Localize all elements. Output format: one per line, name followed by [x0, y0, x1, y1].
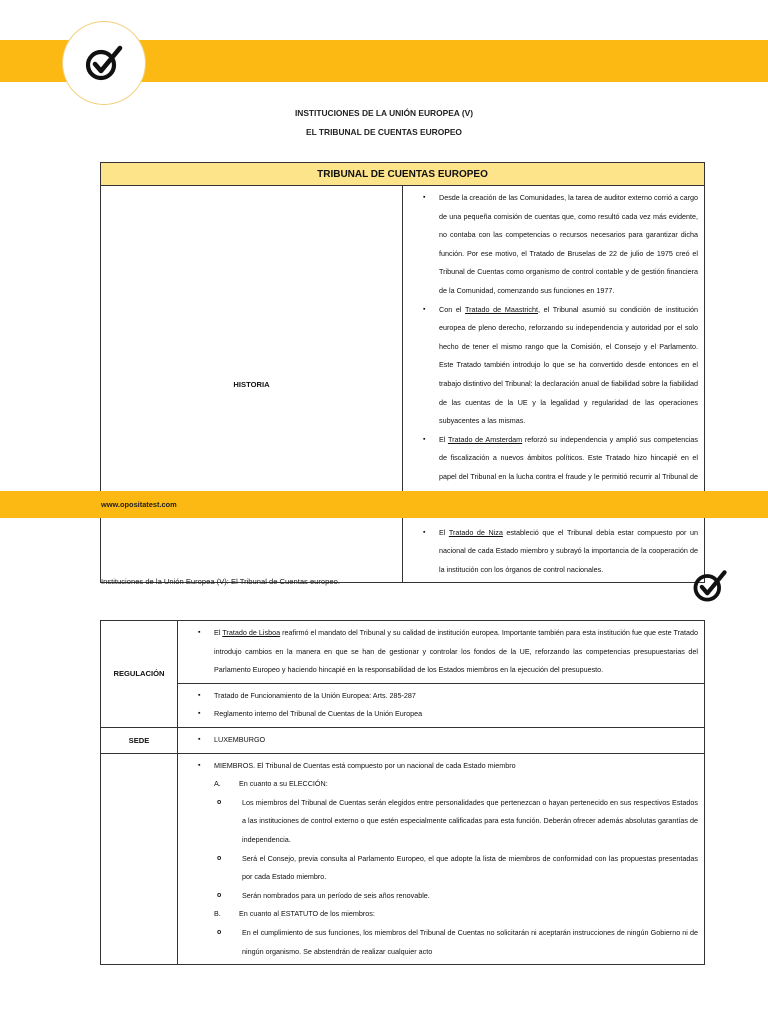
list-item: ▪ El Tratado de Niza estableció que el Tribunal debía estar compuesto por un nacional de cada Estado miembro y subrayó la importancia de la cooperación de la institución con los órganos de control nacionales. [411, 524, 698, 580]
historia-table [100, 162, 705, 583]
treaty-link[interactable]: Tratado de Maastricht [465, 304, 538, 314]
historia-label: HISTORIA [101, 186, 403, 583]
historia-content [403, 186, 705, 583]
running-head: Instituciones de la Unión Europea (V): El Tribunal de Cuentas europeo. [101, 577, 340, 586]
logo-small [690, 566, 730, 606]
treaty-link[interactable]: Tratado de Niza [448, 527, 503, 537]
list-item: o Los miembros del Tribunal de Cuentas serán elegidos entre personalidades que pertenezcan o hayan pertenecido en sus respectivos Estados a las instituciones de control externo o que estén especialmente calificadas para esta función. Deberán ofrecer además absolutas garantías de independencia. [214, 794, 698, 850]
document-title: INSTITUCIONES DE LA UNIÓN EUROPEA (V) [294, 108, 474, 118]
list-item: o En el cumplimiento de sus funciones, los miembros del Tribunal de Cuentas no solicitarán ni aceptarán instrucciones de ningún Gobierno ni de ningún organismo. Se abstendrán de realizar cualquier acto [214, 924, 698, 961]
list-item: ▪ Tratado de Funcionamiento de la Unión Europea: Arts. 285-287 [186, 687, 698, 706]
site-url[interactable]: www.opositatest.com [101, 500, 177, 509]
list-item: ▪ Desde la creación de las Comunidades, la tarea de auditor externo corrió a cargo de una pequeña comisión de cuentas que, como resultó cada vez más evidente, no contaba con las competencias o recursos necesarios para garantizar dicha función. Por ese motivo, el Tratado de Bruselas de 22 de julio de 1975 creó el Tribunal de Cuentas como organismo de control contable y de gestión financiera de la Comunidad, comenzando sus funciones en 1977. [411, 189, 698, 301]
logo [62, 21, 146, 105]
regulacion-label: REGULACIÓN [101, 621, 178, 728]
treaty-link[interactable]: Tratado de Amsterdam [447, 434, 523, 444]
table-heading: TRIBUNAL DE CUENTAS EUROPEO [101, 163, 705, 186]
list-item: ▪ MIEMBROS. El Tribunal de Cuentas está compuesto por un nacional de cada Estado miembro [186, 757, 698, 776]
list-item: o Será el Consejo, previa consulta al Parlamento Europeo, el que adopte la lista de miembros de conformidad con las propuestas presentadas por cada Estado miembro. [214, 850, 698, 887]
list-item: o Serán nombrados para un período de seis años renovable. [214, 887, 698, 906]
subsection-b: B. En cuanto al ESTATUTO de los miembros: [214, 909, 375, 919]
check-circle-icon [690, 566, 730, 606]
miembros-content [178, 753, 705, 965]
regulacion-content [178, 683, 705, 727]
list-item: ▪ El Tratado de Amsterdam reforzó su independencia y amplió sus competencias de fiscalización a nuevos ámbitos políticos. Este Tratado hizo hincapié en el papel del Tribunal en la lucha contra el fraude y le permitió recurrir al Tribunal de [411, 431, 698, 524]
miembros-label-cell [101, 753, 178, 965]
lisboa-content [178, 621, 705, 684]
document-subtitle: EL TRIBUNAL DE CUENTAS EUROPEO [306, 127, 462, 137]
details-table [100, 620, 705, 965]
treaty-link[interactable]: Tratado de Lisboa [222, 628, 281, 637]
list-item: ▪ El Tratado de Lisboa reafirmó el mandato del Tribunal y su calidad de institución europea. Importante también para esta institución fue que este Tratado introdujo cambios en la manera en que se han de gestionar y controlar los fondos de la UE, reforzando las competencias presupuestarias del Parlamento Europeo y haciendo hincapié en la responsabilidad de los Estados miembros en la ejecución del presupuesto. [186, 624, 698, 680]
list-item: ▪ LUXEMBURGO [186, 731, 698, 750]
sede-content [178, 727, 705, 753]
list-item: ▪ Reglamento interno del Tribunal de Cuentas de la Unión Europea [186, 705, 698, 724]
subsection-a: A. En cuanto a su ELECCIÓN: [214, 779, 328, 789]
sede-label: SEDE [101, 727, 178, 753]
list-item: ▪ Con el Tratado de Maastricht, el Tribunal asumió su condición de institución europea de pleno derecho, reforzando su independencia y autoridad por el solo hecho de tener el mismo rango que la Comisión, el Consejo y el Parlamento. Este Tratado también introdujo lo que se ha convertido desde entonces en el trabajo distintivo del Tribunal: la declaración anual de fiabilidad sobre la fiabilidad de las cuentas de la UE y la legalidad y regularidad de las operaciones subyacentes a las mismas. [411, 301, 698, 431]
check-circle-icon [82, 41, 126, 85]
